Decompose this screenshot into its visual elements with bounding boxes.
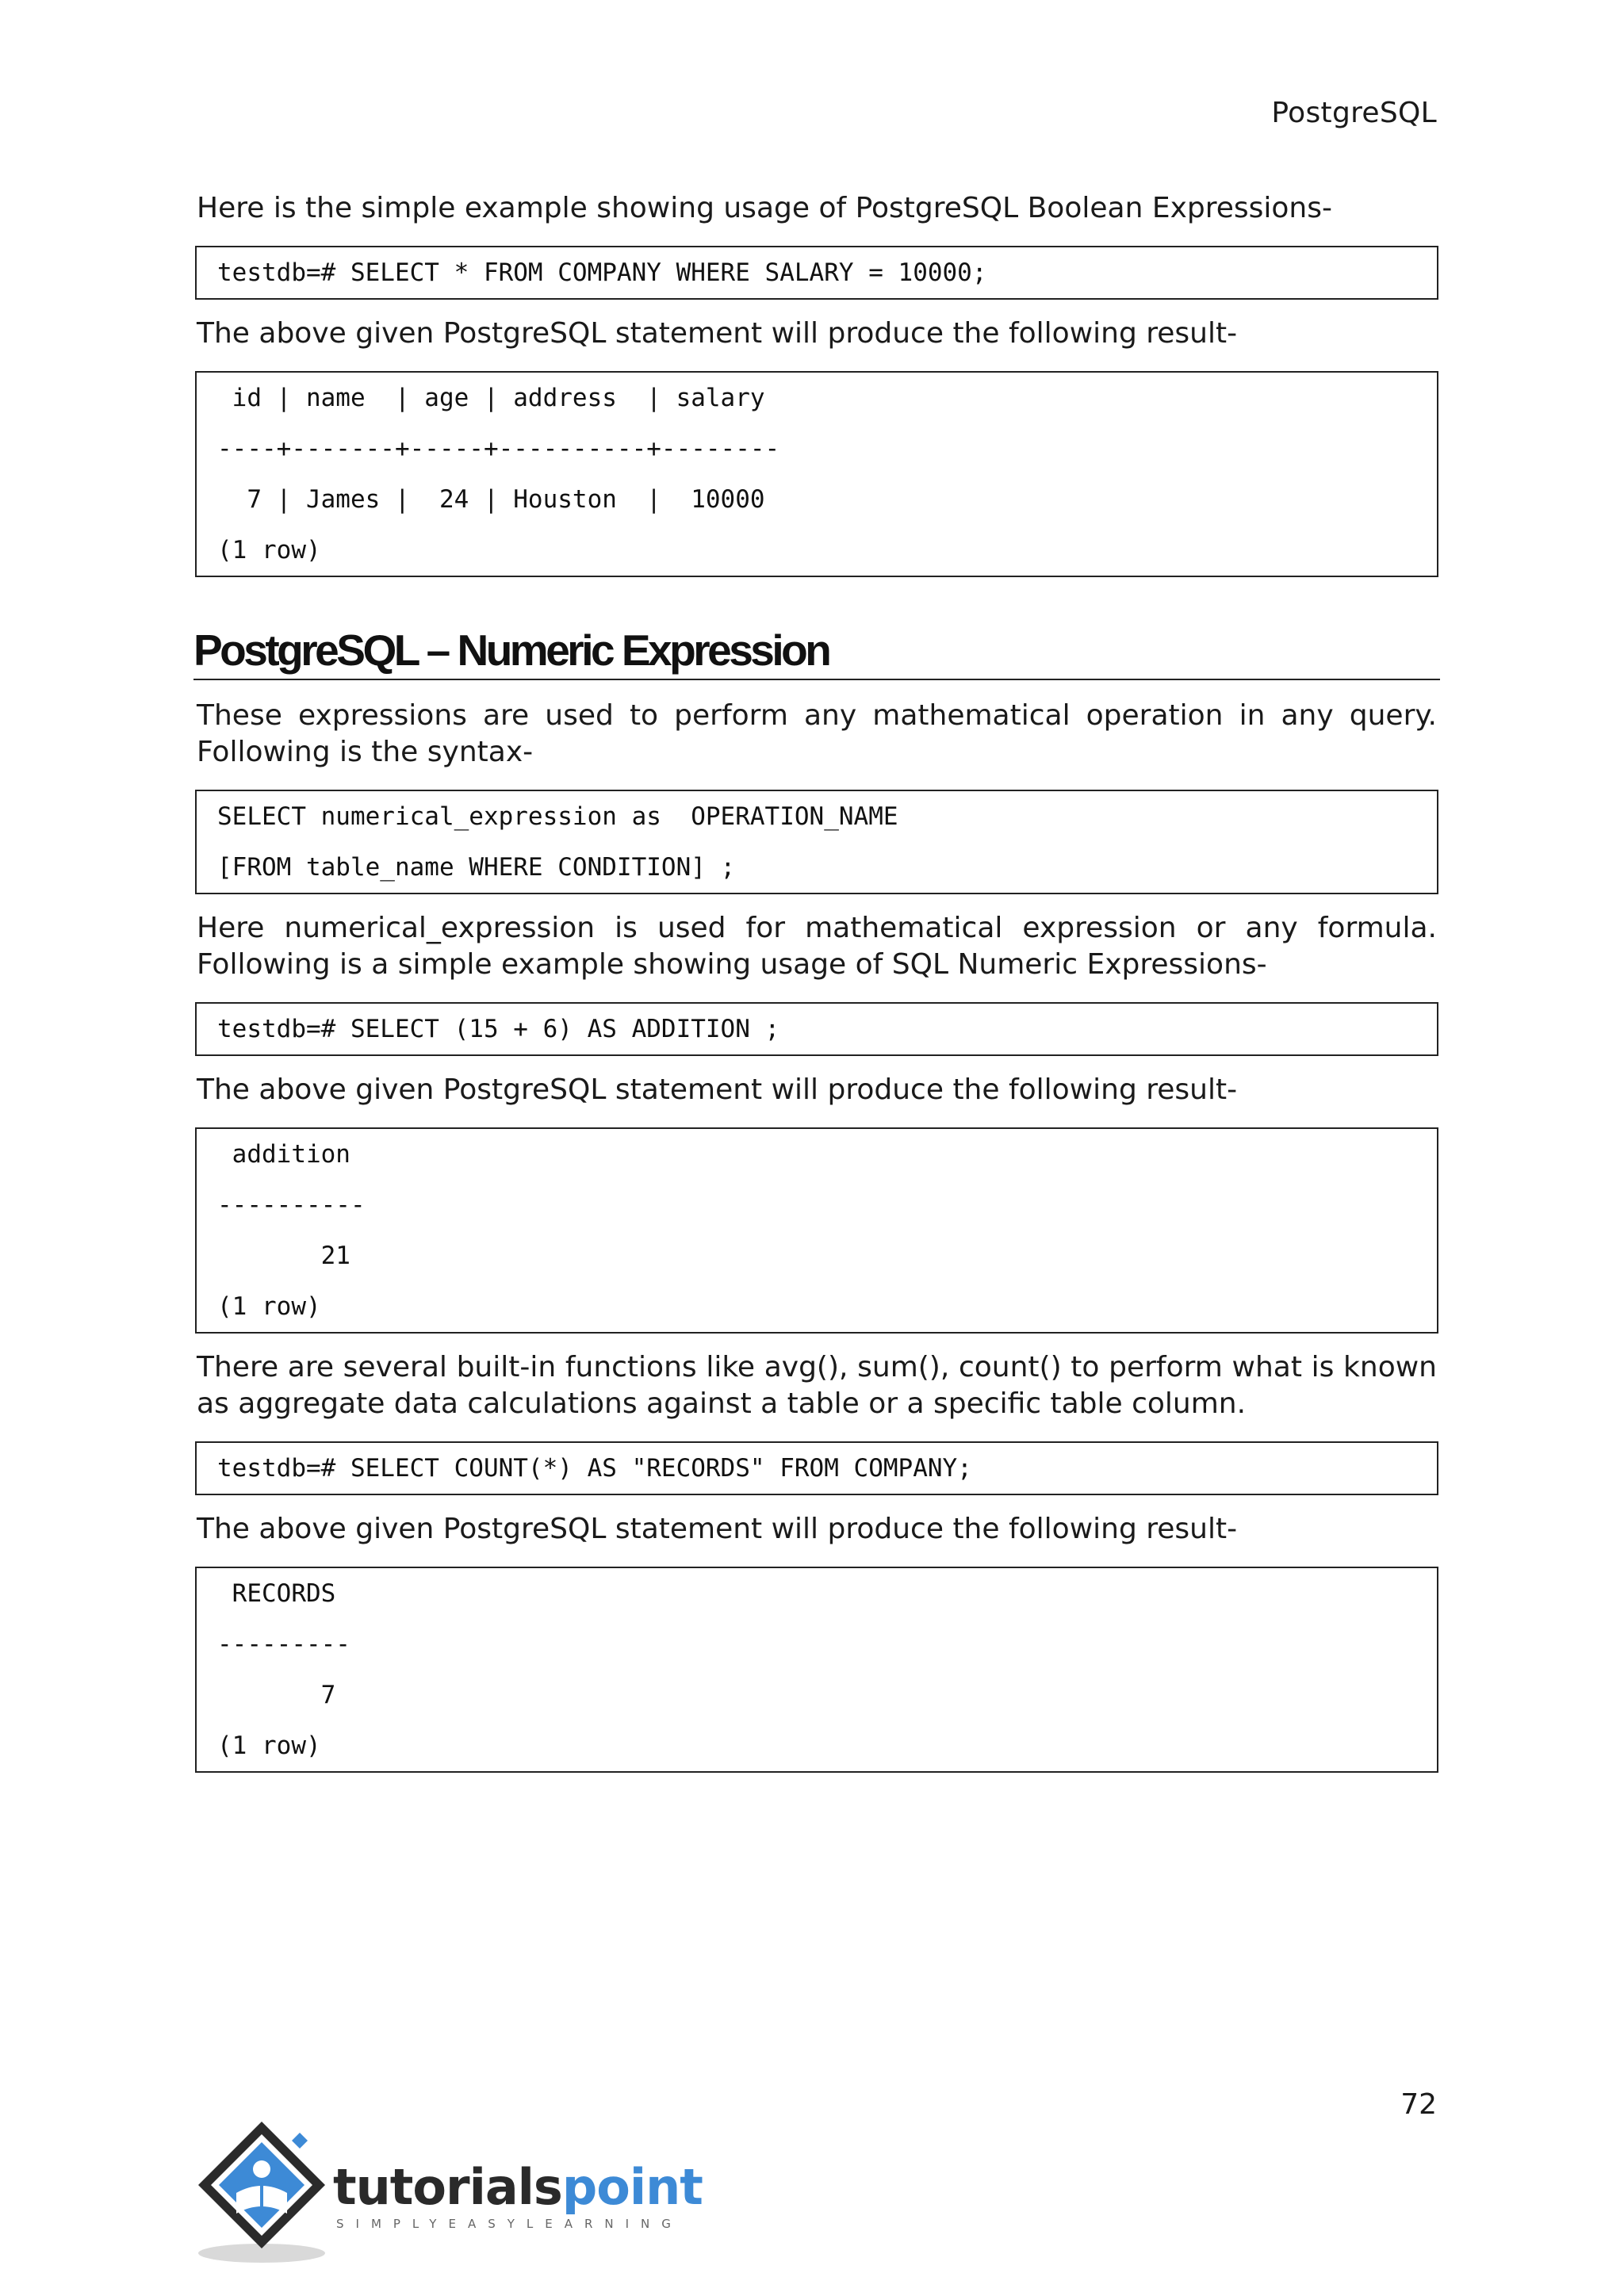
logo-emblem-icon bbox=[197, 2117, 339, 2267]
code-line: 7 bbox=[217, 1681, 336, 1709]
logo-tagline: SIMPLYEASYLEARNING bbox=[336, 2217, 683, 2231]
logo-wordmark bbox=[333, 2158, 703, 2216]
code-block bbox=[195, 246, 1438, 300]
code-line: (1 row) bbox=[217, 536, 321, 564]
result-block bbox=[195, 1567, 1438, 1773]
code-line: (1 row) bbox=[217, 1292, 321, 1321]
code-block bbox=[195, 1002, 1438, 1056]
page-number: 72 bbox=[1400, 2088, 1437, 2121]
code-line: testdb=# SELECT * FROM COMPANY WHERE SALARY = 10000; bbox=[217, 258, 987, 287]
running-header: PostgreSQL bbox=[1271, 97, 1437, 129]
logo-word-point: point bbox=[561, 2158, 703, 2216]
code-line: (1 row) bbox=[217, 1732, 321, 1760]
code-line: 21 bbox=[217, 1242, 350, 1270]
page-content bbox=[193, 190, 1437, 1789]
code-line: SELECT numerical_expression as OPERATION_NAME bbox=[217, 802, 898, 831]
paragraph: The above given PostgreSQL statement will produce the following result- bbox=[197, 1073, 1238, 1106]
code-line: RECORDS bbox=[217, 1579, 336, 1608]
logo-word-tutorials: tutorials bbox=[333, 2158, 562, 2216]
code-line: addition bbox=[217, 1140, 350, 1169]
code-block bbox=[195, 1441, 1438, 1495]
code-line: testdb=# SELECT (15 + 6) AS ADDITION ; bbox=[217, 1015, 780, 1043]
result-block bbox=[195, 1127, 1438, 1334]
tutorialspoint-logo bbox=[197, 2117, 703, 2267]
paragraph: The above given PostgreSQL statement will produce the following result- bbox=[197, 317, 1238, 350]
code-line: [FROM table_name WHERE CONDITION] ; bbox=[217, 853, 736, 882]
code-line: 7 | James | 24 | Houston | 10000 bbox=[217, 485, 765, 514]
code-line: ----+-------+-----+----------+-------- bbox=[217, 434, 780, 463]
code-block bbox=[195, 790, 1438, 894]
paragraph: These expressions are used to perform any mathematical operation in any query. Following is the syntax- bbox=[197, 699, 1437, 768]
code-line: id | name | age | address | salary bbox=[217, 384, 765, 412]
paragraph: Here numerical_expression is used for mathematical expression or any formula. Following is a simple example showing usage of SQL Numeric Expressions- bbox=[197, 912, 1437, 981]
paragraph: Here is the simple example showing usage of PostgreSQL Boolean Expressions- bbox=[197, 192, 1332, 224]
paragraph: There are several built-in functions like avg(), sum(), count() to perform what is known as aggregate data calculations against a table or a specific table column. bbox=[197, 1351, 1437, 1420]
code-line: --------- bbox=[217, 1630, 350, 1659]
section-heading: PostgreSQL – Numeric Expression bbox=[193, 625, 1440, 680]
paragraph: The above given PostgreSQL statement will produce the following result- bbox=[197, 1513, 1238, 1545]
code-line: testdb=# SELECT COUNT(*) AS "RECORDS" FROM COMPANY; bbox=[217, 1454, 972, 1483]
result-block bbox=[195, 371, 1438, 577]
code-line: ---------- bbox=[217, 1191, 366, 1219]
